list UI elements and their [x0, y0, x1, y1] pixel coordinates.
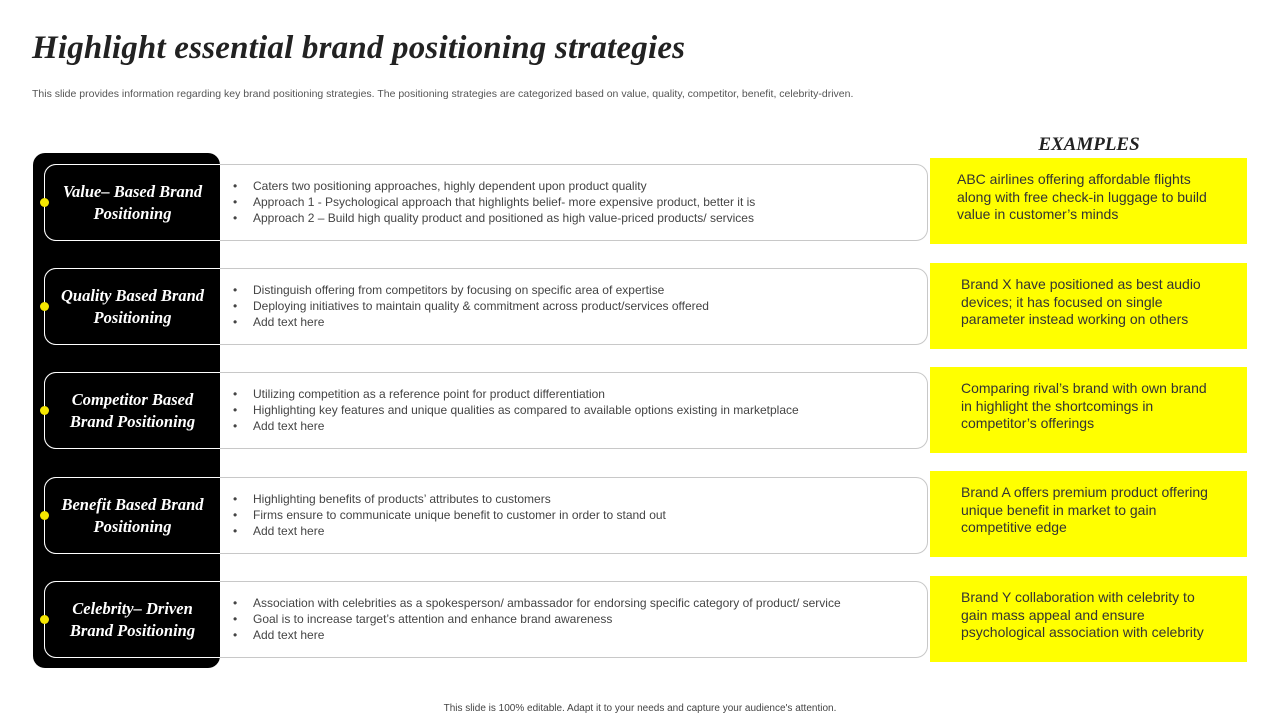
bullet-item: • Highlighting key features and unique qualities as compared to available options existing in marketplace [233, 402, 923, 418]
bullet-item: • Association with celebrities as a spokesperson/ ambassador for endorsing specific category of product/ service [233, 595, 923, 611]
strategy-label: Value– Based Brand Positioning [44, 164, 220, 241]
example-box-benefit: Brand A offers premium product offering unique benefit in market to gain competitive edge [930, 471, 1247, 557]
example-box-competitor: Comparing rival’s brand with own brand in highlight the shortcomings in competitor’s offerings [930, 367, 1247, 453]
bullet-dot-icon [40, 198, 49, 207]
example-box-quality: Brand X have positioned as best audio devices; it has focused on single parameter instead working on others [930, 263, 1247, 349]
bullet-item: • Distinguish offering from competitors by focusing on specific area of expertise [233, 282, 923, 298]
bullet-item: • Goal is to increase target’s attention and enhance brand awareness [233, 611, 923, 627]
bullet-dot-icon [40, 511, 49, 520]
bullet-item: • Utilizing competition as a reference point for product differentiation [233, 386, 923, 402]
example-box-celebrity: Brand Y collaboration with celebrity to gain mass appeal and ensure psychological association with celebrity [930, 576, 1247, 662]
bullet-item: • Approach 1 - Psychological approach that highlights belief- more expensive product, better it is [233, 194, 923, 210]
strategy-bullets [233, 178, 923, 226]
bullet-dot-icon [40, 406, 49, 415]
strategy-label: Celebrity– Driven Brand Positioning [44, 581, 220, 658]
bullet-item: • Add text here [233, 418, 923, 434]
bullet-item: • Deploying initiatives to maintain quality & commitment across product/services offered [233, 298, 923, 314]
bullet-dot-icon [40, 302, 49, 311]
bullet-item: • Highlighting benefits of products’ attributes to customers [233, 491, 923, 507]
slide-title: Highlight essential brand positioning strategies [32, 30, 686, 66]
bullet-item: • Approach 2 – Build high quality product and positioned as high value-priced products/ services [233, 210, 923, 226]
bullet-item: • Firms ensure to communicate unique benefit to customer in order to stand out [233, 507, 923, 523]
strategy-label: Quality Based Brand Positioning [44, 268, 220, 345]
strategy-bullets [233, 386, 923, 434]
slide-subtitle: This slide provides information regarding key brand positioning strategies. The positioning strategies are categorized based on value, quality, competitor, benefit, celebrity-driven. [32, 88, 854, 100]
strategy-label: Benefit Based Brand Positioning [44, 477, 220, 554]
bullet-item: • Add text here [233, 627, 923, 643]
strategy-bullets [233, 595, 923, 643]
strategy-label: Competitor Based Brand Positioning [44, 372, 220, 449]
slide-footer: This slide is 100% editable. Adapt it to your needs and capture your audience's attention. [443, 703, 837, 714]
bullet-item: • Caters two positioning approaches, highly dependent upon product quality [233, 178, 923, 194]
bullet-item: • Add text here [233, 523, 923, 539]
example-box-value: ABC airlines offering affordable flights along with free check-in luggage to build value in customer’s minds [930, 158, 1247, 244]
strategy-bullets [233, 282, 923, 330]
strategy-bullets [233, 491, 923, 539]
examples-heading: EXAMPLES [1038, 134, 1140, 155]
bullet-dot-icon [40, 615, 49, 624]
bullet-item: • Add text here [233, 314, 923, 330]
